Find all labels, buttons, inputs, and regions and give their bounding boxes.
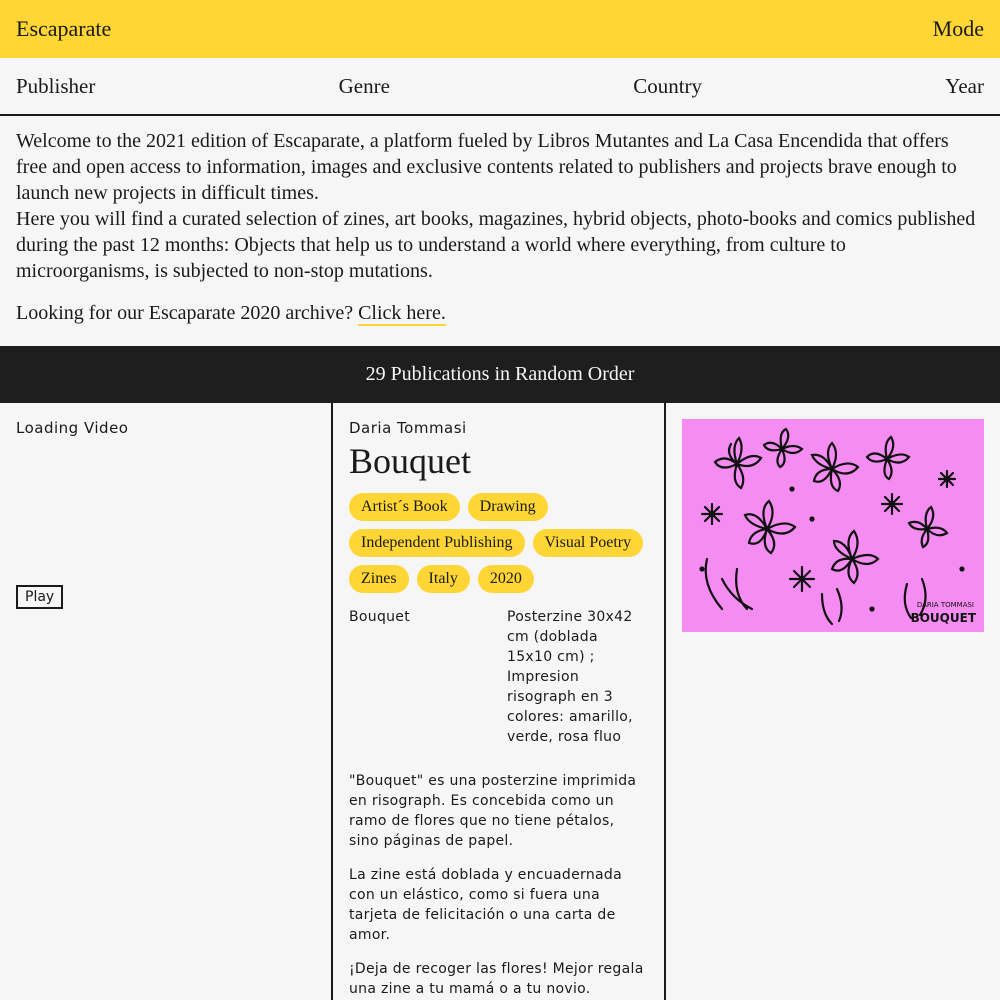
publication-spec: Posterzine 30x42 cm (doblada 15x10 cm) ; Impresion risograph en 3 colores: amarillo, verde, rosa fluo bbox=[507, 609, 633, 745]
intro-paragraph-2: Here you will find a curated selection of zines, art books, magazines, hybrid objects, photo-books and comics published during the past 12 months: Objects that help us to understand a world where everything, from culture to microorganisms, is subjected to non-stop mutations. bbox=[16, 208, 976, 282]
description-paragraph-2: La zine está doblada y encuadernada con un elástico, como si fuera una tarjeta de felicitación o una carta de amor. bbox=[349, 867, 622, 943]
intro-section bbox=[0, 116, 1000, 346]
publications-banner bbox=[0, 346, 1000, 403]
tag-zines[interactable]: Zines bbox=[349, 565, 409, 593]
video-column bbox=[0, 403, 333, 1000]
filter-genre[interactable]: Genre bbox=[338, 73, 390, 98]
archive-link[interactable]: Click here. bbox=[358, 302, 446, 324]
publication-meta bbox=[349, 607, 648, 747]
cover-column bbox=[666, 403, 1000, 1000]
top-bar bbox=[0, 0, 1000, 58]
publication-details bbox=[333, 403, 666, 1000]
tag-italy[interactable]: Italy bbox=[417, 565, 470, 593]
publication-grid bbox=[0, 403, 1000, 1000]
publications-count-label: 29 Publications in Random Order bbox=[365, 363, 635, 385]
publication-title: Bouquet bbox=[349, 441, 471, 481]
filter-country[interactable]: Country bbox=[633, 73, 703, 98]
intro-paragraph-1: Welcome to the 2021 edition of Escaparate, a platform fueled by Libros Mutantes and La Casa Encendida that offers free and open access to information, images and exclusive contents related to publishers and projects brave enough to launch new projects in difficult times. bbox=[16, 130, 957, 204]
description-paragraph-1: "Bouquet" es una posterzine imprimida en risograph. Es concebida como un ramo de flores que no tiene pétalos, sino páginas de papel. bbox=[349, 773, 637, 849]
tag-independent-publishing[interactable]: Independent Publishing bbox=[349, 529, 525, 557]
description-paragraph-3: ¡Deja de recoger las flores! Mejor regala una zine a tu mamá o a tu novio. bbox=[349, 961, 644, 997]
publication-name: Bouquet bbox=[349, 609, 411, 625]
tag-list bbox=[349, 493, 648, 593]
loading-video-text: Loading Video bbox=[16, 419, 129, 437]
cover-signature: DARIA TOMMASI bbox=[916, 601, 974, 609]
tag-visual-poetry[interactable]: Visual Poetry bbox=[533, 529, 644, 557]
cover-wordmark: BOUQUET bbox=[910, 611, 976, 625]
tag-2020[interactable]: 2020 bbox=[478, 565, 534, 593]
archive-line bbox=[16, 300, 984, 326]
filter-year[interactable]: Year bbox=[945, 73, 984, 98]
tag-artists-book[interactable]: Artist´s Book bbox=[349, 493, 460, 521]
publication-description bbox=[349, 771, 648, 999]
publication-author[interactable]: Daria Tommasi bbox=[349, 419, 467, 437]
mode-toggle[interactable]: Mode bbox=[932, 16, 984, 41]
archive-question: Looking for our Escaparate 2020 archive? bbox=[16, 302, 354, 324]
tag-drawing[interactable]: Drawing bbox=[468, 493, 548, 521]
play-button[interactable]: Play bbox=[16, 585, 63, 609]
cover-image[interactable] bbox=[682, 419, 984, 632]
site-title[interactable]: Escaparate bbox=[16, 16, 112, 41]
filter-publisher[interactable]: Publisher bbox=[16, 73, 96, 98]
filter-bar bbox=[0, 58, 1000, 116]
